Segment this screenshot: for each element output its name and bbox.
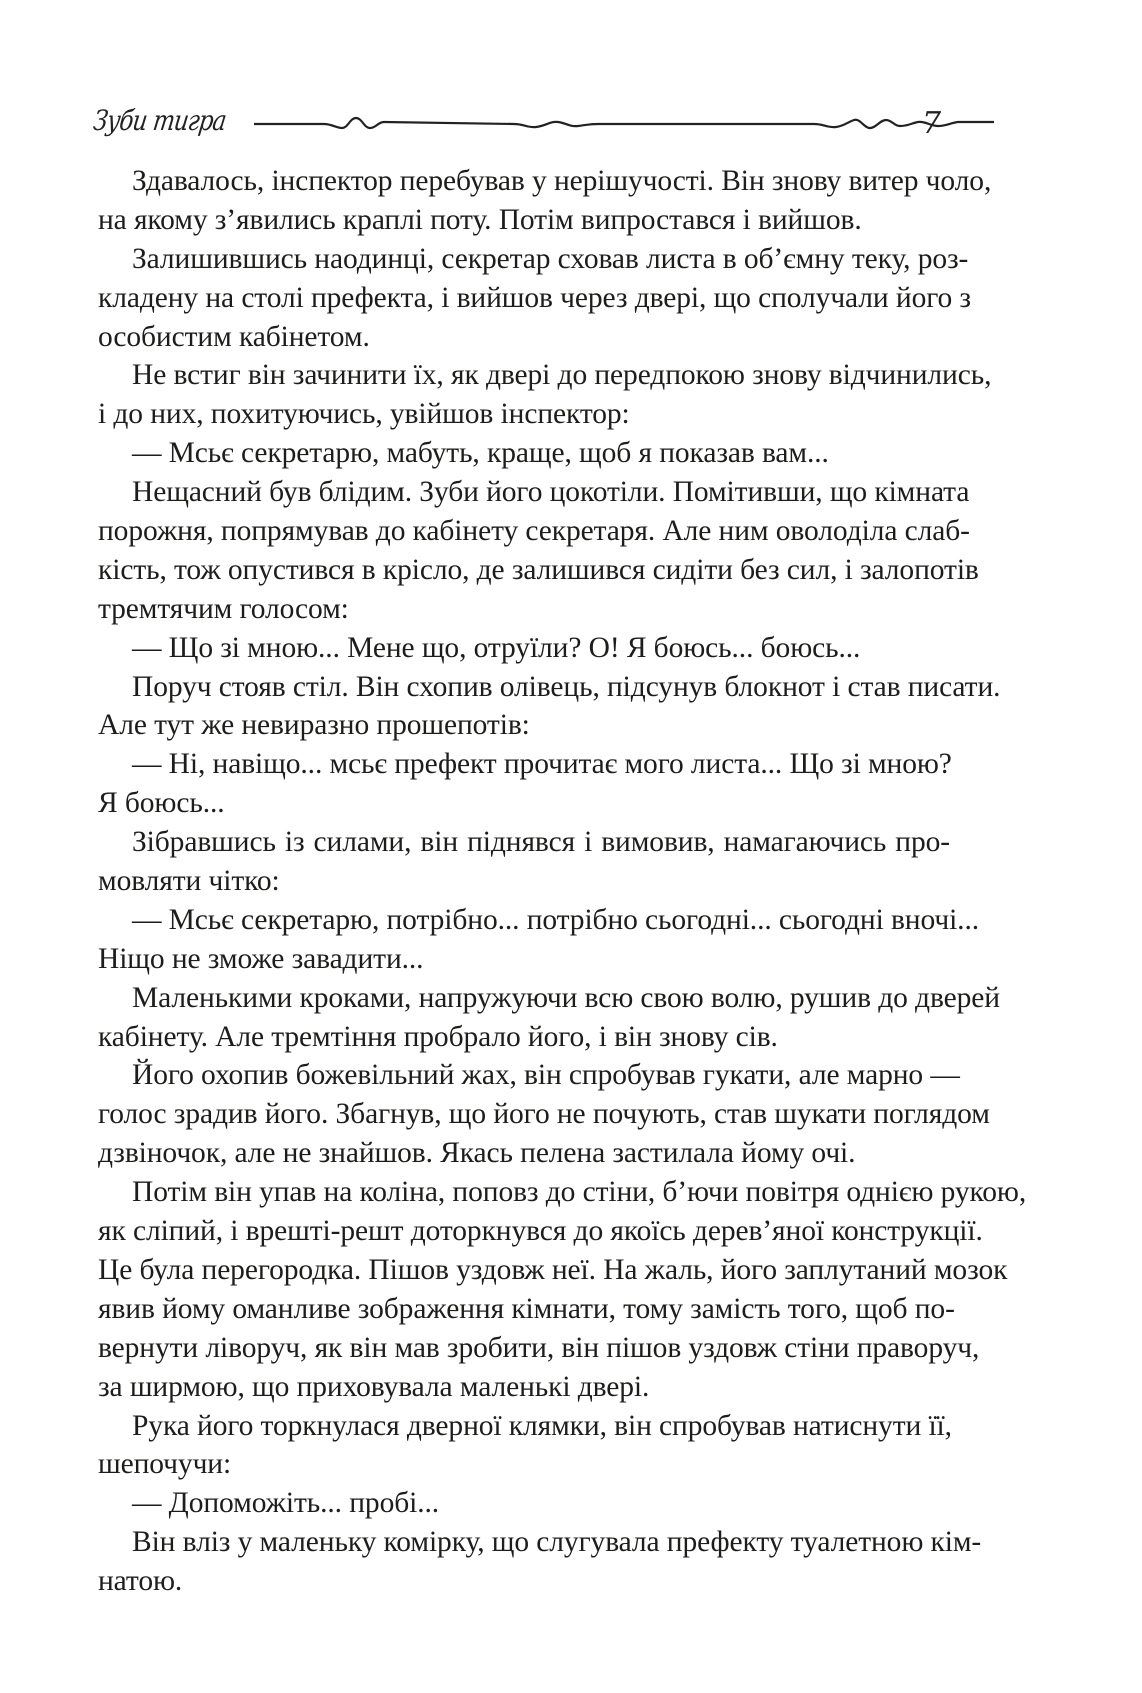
paragraph bbox=[98, 1523, 982, 1601]
decorative-rule-icon bbox=[254, 108, 994, 138]
dialogue-paragraph bbox=[98, 434, 950, 473]
text-line: кабінету. Але тремтіння пробрало його, і він знову сів. bbox=[98, 1020, 778, 1053]
text-line: Зібравшись із силами, він піднявся і вимовив, намагаючись про- bbox=[132, 826, 950, 859]
text-line: Поруч стояв стіл. Він схопив олівець, підсунув блокнот і став писати. bbox=[132, 670, 1001, 703]
text-line: особистим кабінетом. bbox=[98, 320, 370, 353]
paragraph bbox=[98, 1407, 950, 1485]
text-line: Потім він упав на коліна, поповз до стіни, б’ючи повітря однією рукою, bbox=[132, 1176, 1027, 1209]
text-line: Його охопив божевільний жах, він спробував гукати, але марно — bbox=[132, 1059, 960, 1092]
paragraph bbox=[98, 1056, 990, 1173]
paragraph bbox=[98, 356, 992, 434]
paragraph bbox=[98, 162, 992, 240]
dialogue-paragraph bbox=[98, 629, 950, 668]
text-line: — Мсьє секретарю, мабуть, краще, щоб я показав вам... bbox=[132, 437, 829, 470]
body-text bbox=[98, 162, 1027, 1601]
paragraph bbox=[98, 668, 1001, 746]
text-line: Я боюсь... bbox=[98, 787, 225, 820]
paragraph bbox=[98, 1173, 1027, 1406]
paragraph bbox=[98, 473, 979, 629]
text-line: Залишившись наодинці, секретар сховав листа в об’ємну теку, роз- bbox=[132, 242, 969, 275]
text-line: порожня, попрямував до кабінету секретаря. Але ним оволоділа слаб- bbox=[98, 515, 970, 548]
text-line: — Що зі мною... Мене що, отруїли? О! Я боюсь... боюсь... bbox=[132, 631, 861, 664]
text-line: — Мсьє секретарю, потрібно... потрібно сьогодні... сьогодні вночі... bbox=[132, 903, 980, 936]
text-line: явив йому оманливе зображення кімнати, тому замість того, щоб по- bbox=[98, 1292, 955, 1325]
text-line: натою. bbox=[98, 1565, 183, 1598]
text-line: як сліпий, і врешті-решт доторкнувся до якоїсь дерев’яної конструкції. bbox=[98, 1215, 983, 1248]
text-line: Маленькими кроками, напружуючи всю свою волю, рушив до дверей bbox=[132, 981, 1000, 1014]
text-line: і до них, похитуючись, увійшов інспектор: bbox=[98, 398, 630, 431]
paragraph bbox=[98, 823, 950, 901]
text-line: на якому з’явились краплі поту. Потім випростався і вийшов. bbox=[98, 203, 862, 236]
dialogue-paragraph bbox=[98, 745, 950, 823]
text-line: мовляти чітко: bbox=[98, 865, 280, 898]
text-line: — Ні, навіщо... мсьє префект прочитає мого листа... Що зі мною? bbox=[132, 748, 952, 781]
text-line: Нещасний був блідим. Зуби його цокотіли. Помітивши, що кімната bbox=[132, 476, 970, 509]
paragraph bbox=[98, 240, 971, 357]
text-line: дзвіночок, але не знайшов. Якась пелена застилала йому очі. bbox=[98, 1137, 856, 1170]
text-line: — Допоможіть... пробі... bbox=[132, 1487, 440, 1520]
running-title: Зуби тигра bbox=[91, 104, 229, 137]
text-line: Він вліз у маленьку комірку, що слугувала префекту туалетною кім- bbox=[132, 1526, 982, 1559]
page-header bbox=[91, 104, 1036, 154]
text-line: кладену на столі префекта, і вийшов через двері, що сполучали його з bbox=[98, 281, 971, 314]
dialogue-paragraph bbox=[98, 901, 980, 979]
text-line: Це була перегородка. Пішов уздовж неї. На жаль, його заплутаний мозок bbox=[98, 1253, 1008, 1286]
text-line: Але тут же невиразно прошепотів: bbox=[98, 709, 530, 742]
text-line: Рука його торкнулася дверної клямки, він спробував натиснути її, bbox=[132, 1409, 952, 1442]
text-line: Не встиг він зачинити їх, як двері до передпокою знову відчинились, bbox=[132, 359, 992, 392]
text-line: Здавалось, інспектор перебував у нерішучості. Він знову витер чоло, bbox=[132, 165, 992, 197]
text-line: шепочучи: bbox=[98, 1448, 232, 1481]
dialogue-paragraph bbox=[98, 1484, 950, 1523]
text-line: вернути ліворуч, як він мав зробити, він пішов уздовж стіни праворуч, bbox=[98, 1331, 980, 1364]
page-number: 7 bbox=[922, 106, 942, 141]
text-line: тремтячим голосом: bbox=[98, 592, 349, 625]
text-line: кість, тож опустився в крісло, де залишився сидіти без сил, і залопотів bbox=[98, 553, 979, 586]
text-line: за ширмою, що приховувала маленькі двері. bbox=[98, 1370, 650, 1403]
text-line: голос зрадив його. Збагнув, що його не почують, став шукати поглядом bbox=[98, 1098, 990, 1131]
text-line: Ніщо не зможе завадити... bbox=[98, 942, 424, 975]
paragraph bbox=[98, 979, 1000, 1057]
